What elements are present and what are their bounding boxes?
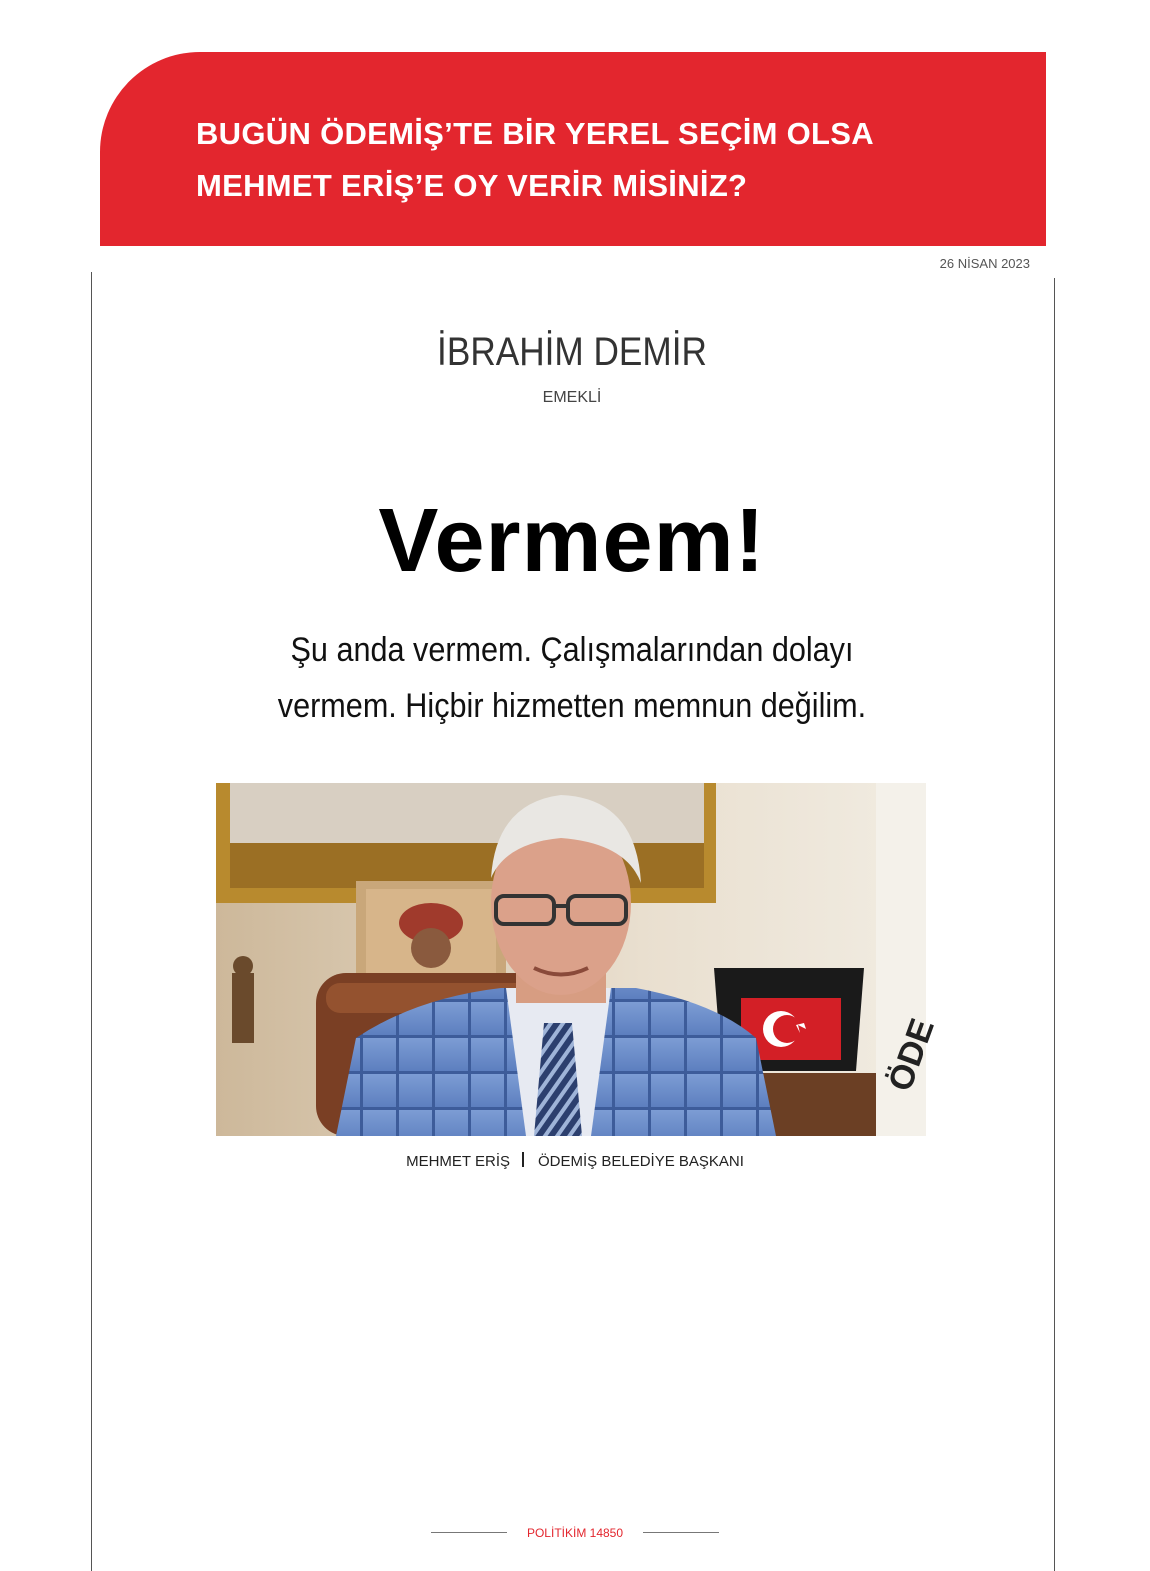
header-title xyxy=(196,108,874,212)
answer-quote xyxy=(57,622,1087,734)
header-title-line-1: BUGÜN ÖDEMİŞ’TE BİR YEREL SEÇİM OLSA xyxy=(196,116,874,151)
author-name: İBRAHİM DEMİR xyxy=(437,330,707,374)
footer-label: POLİTİKİM 14850 xyxy=(526,1526,624,1540)
frame-line-left xyxy=(91,272,92,1571)
answer-headline: Vermem! xyxy=(378,491,766,591)
frame-line-right xyxy=(1054,278,1055,1571)
footer-rule-left xyxy=(431,1532,507,1533)
flag-text: ÖDE xyxy=(881,1013,942,1097)
caption-role: ÖDEMİŞ BELEDİYE BAŞKANI xyxy=(538,1153,744,1170)
header-title-line-2: MEHMET ERİŞ’E OY VERİR MİSİNİZ? xyxy=(196,168,748,203)
header-banner xyxy=(100,52,1046,246)
publish-date: 26 NİSAN 2023 xyxy=(939,256,1030,271)
author-title: EMEKLİ xyxy=(542,389,602,406)
caption-separator xyxy=(522,1152,524,1167)
photo-caption xyxy=(0,1152,1150,1170)
quote-line-2: vermem. Hiçbir hizmetten memnun değilim. xyxy=(277,687,867,725)
quote-line-1: Şu anda vermem. Çalışmalarından dolayı xyxy=(290,631,854,669)
portrait-photo-icon xyxy=(216,783,942,1136)
caption-name: MEHMET ERİŞ xyxy=(406,1153,510,1170)
footer-rule-right xyxy=(643,1532,719,1533)
footer xyxy=(0,1526,1150,1540)
